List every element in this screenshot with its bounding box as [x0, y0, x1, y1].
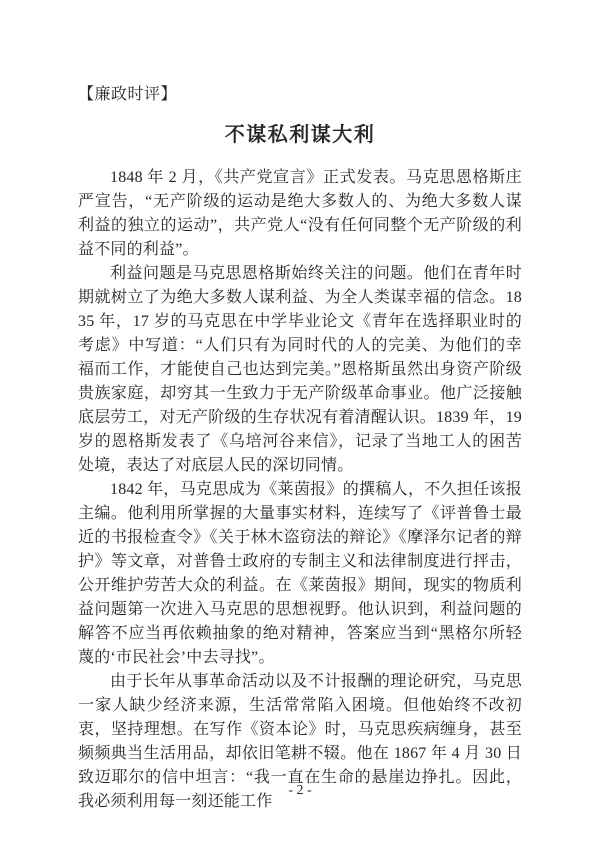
body-paragraph: 1848 年 2 月，《共产党宣言》正式发表。马克思恩格斯庄严宣告，“无产阶级的运动是绝大多数人的、为绝大多数人谋利益的独立的运动”，共产党人“没有任何同整个无产阶级的利益不同的利益”。	[78, 169, 522, 258]
body-paragraph: 1842 年，马克思成为《莱茵报》的撰稿人，不久担任该报主编。他利用所掌握的大量事实材料，连续写了《评普鲁士最近的书报检查令》《关于林木盗窃法的辩论》《摩泽尔记者的辩护》等文章，对普鲁士政府的专制主义和法律制度进行抨击，公开维护劳苦大众的利益。在《莱茵报》期间，现实的物质利益问题第一次进入马克思的思想视野。他认识到，利益问题的解答不应当再依赖抽象的绝对精神，答案应当到“黑格尔所轻蔑的‘市民社会’中去寻找”。	[78, 481, 522, 666]
body-paragraph: 由于长年从事革命活动以及不计报酬的理论研究，马克思一家人缺少经济来源，生活常常陷入困境。但他始终不改初衷，坚持理想。在写作《资本论》时，马克思疾病缠身，甚至频频典当生活用品，却依旧笔耕不辍。他在 1867 年 4 月 30 日致迈耶尔的信中坦言：“我一直在生命的悬崖边挣扎。因此，我必须利用每一刻还能工作	[78, 673, 522, 810]
document-body	[78, 166, 522, 814]
section-header-tag: 【廉政时评】	[78, 86, 178, 103]
document-title: 不谋私利谋大利	[224, 124, 376, 146]
page-number: - 2 -	[288, 783, 312, 798]
body-paragraph: 利益问题是马克思恩格斯始终关注的问题。他们在青年时期就树立了为绝大多数人谋利益、为全人类谋幸福的信念。1835 年，17 岁的马克思在中学毕业论文《青年在选择职业时的考虑》中写道：“人们只有为同时代的人的完美、为他们的幸福而工作，才能使自己也达到完美。”恩格斯虽然出身资产阶级贵族家庭，却穷其一生致力于无产阶级革命事业。他广泛接触底层劳工，对无产阶级的生存状况有着清醒认识。1839 年，19 岁的恩格斯发表了《乌培河谷来信》，记录了当地工人的困苦处境，表达了对底层人民的深切同情。	[78, 265, 522, 474]
